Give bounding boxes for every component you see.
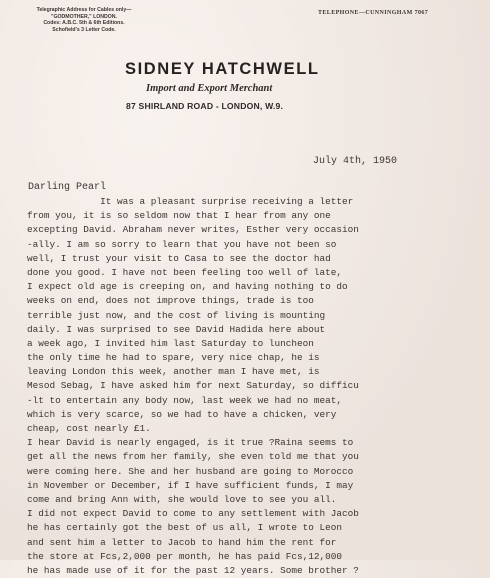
telephone-number: TELEPHONE—CUNNINGHAM 7067 <box>318 10 429 16</box>
letter-line: Mesod Sebag, I have asked him for next Saturday, so difficu <box>27 380 359 392</box>
letter-line: were coming here. She and her husband are going to Morocco <box>27 465 354 477</box>
letter-line: a week ago, I invited him last Saturday to luncheon <box>27 337 314 349</box>
letter-line: I expect old age is creeping on, and having nothing to do <box>27 281 348 293</box>
letter-date: July 4th, 1950 <box>313 156 398 167</box>
letter-line: from you, it is so seldom now that I hear from any one <box>27 210 331 222</box>
letter-line: well, I trust your visit to Casa to see the doctor had <box>27 252 331 264</box>
letter-line: daily. I was surprised to see David Hadida here about <box>27 323 326 335</box>
cable-address-block <box>20 7 148 33</box>
company-tagline: Import and Export Merchant <box>146 83 273 94</box>
letter-line: he has certainly got the best of us all, I wrote to Leon <box>27 522 343 534</box>
letter-line: the store at Fcs,2,000 per month, he has paid Fcs,12,000 <box>27 550 343 562</box>
letter-line: which is very scarce, so we had to have a chicken, very <box>27 408 337 420</box>
letter-line: weeks on end, does not improve things, trade is too <box>27 295 314 307</box>
cable-line: "GODMOTHER," LONDON. <box>50 13 117 20</box>
letter-line: cheap, cost nearly £1. <box>27 423 151 434</box>
letter-line: and sent him a letter to Jacob to hand him the rent for <box>27 536 337 548</box>
letter-line: he has made use of it for the past 12 years. Some brother ? <box>27 564 359 576</box>
cable-line: Telegraphic Address for Cables only— <box>36 7 132 13</box>
letter-line: I did not expect David to come to any settlement with Jacob <box>27 508 359 520</box>
letter-line: terrible just now, and the cost of living is mounting <box>27 309 326 321</box>
letter-line: I hear David is nearly engaged, is it true ?Raina seems to <box>27 437 354 449</box>
cable-line: Schofield's 3 Letter Code. <box>52 26 116 33</box>
letter-body <box>27 195 487 578</box>
letter-line: in November or December, if I have sufficient funds, I may <box>27 479 354 491</box>
letter-salutation: Darling Pearl <box>28 182 107 193</box>
letter-line: done you good. I have not been feeling too well of late, <box>27 266 343 278</box>
letter-line: excepting David. Abraham never writes, Esther very occasion <box>27 224 359 236</box>
letter-line: the only time he had to spare, very nice chap, he is <box>27 352 320 364</box>
letter-line: -lt to entertain any body now, last week we had no meat, <box>27 394 343 406</box>
letter-line: get all the news from her family, she even told me that you <box>27 451 359 463</box>
cable-line: Codes: A.B.C. 5th & 6th Editions. <box>43 20 125 27</box>
letter-line: leaving London this week, another man I have met, is <box>27 366 320 378</box>
letter-line: -ally. I am so sorry to learn that you have not been so <box>27 238 337 250</box>
letter-line: It was a pleasant surprise receiving a letter <box>27 196 354 207</box>
letter-line: come and bring Ann with, she would love to see you all. <box>27 493 337 505</box>
company-address: 87 SHIRLAND ROAD - LONDON, W.9. <box>126 101 284 111</box>
company-name: SIDNEY HATCHWELL <box>125 60 320 78</box>
